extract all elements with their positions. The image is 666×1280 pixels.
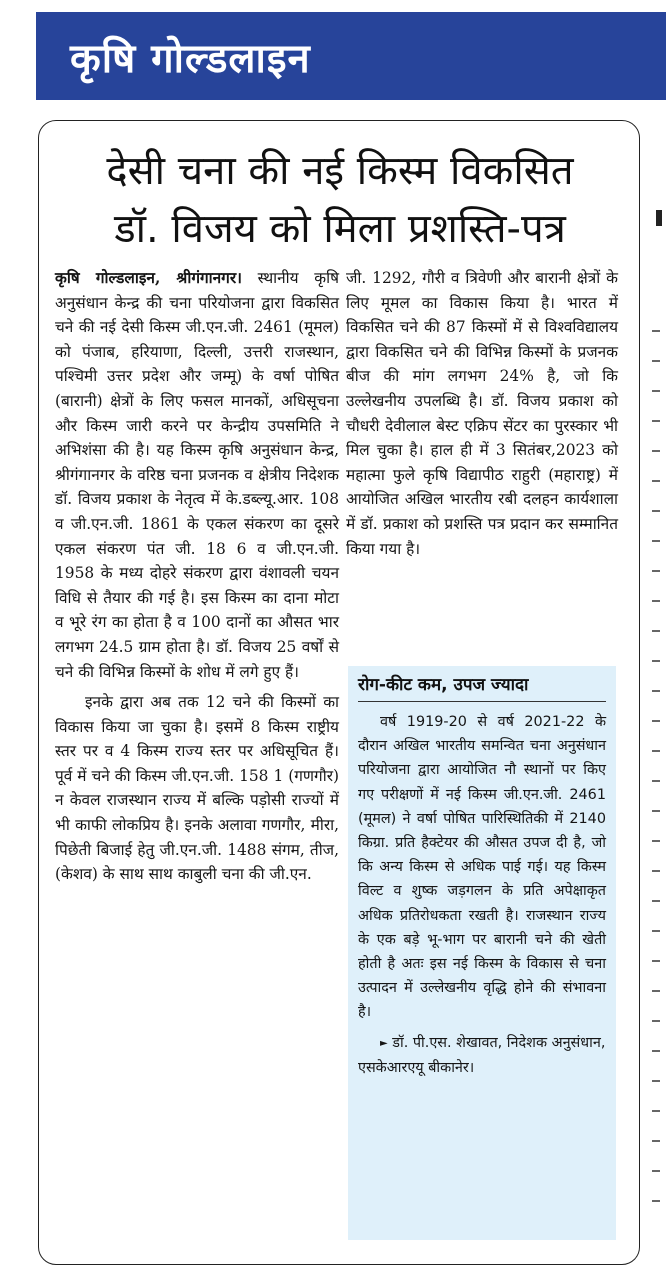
adjacent-column-mark [652,1170,660,1172]
headline-line-1: देसी चना की नई किस्म विकसित [106,148,574,194]
adjacent-column-mark [652,600,660,602]
adjacent-column-mark [652,960,660,962]
sidebar-box [348,666,616,1240]
adjacent-column-mark [652,870,660,872]
adjacent-column-mark [656,210,662,226]
headline [40,142,640,258]
adjacent-column-mark [652,1200,660,1202]
adjacent-column-mark [652,390,660,392]
pointer-icon: ► [380,1037,388,1049]
adjacent-column-edge [648,120,666,1280]
article-paragraph-3: जी. 1292, गौरी व त्रिवेणी और बारानी क्षेत्रों के लिए मूमल का विकास किया है। भारत में विकसित चने की 87 किस्मों में से विश्वविद्यालय द्वारा विकसित चने की विभिन्न किस्मों के प्रजनक बीज की मांग लगभग 24% है, जो कि उल्लेखनीय उपलब्धि है। डॉ. विजय प्रकाश को चौधरी देवीलाल बेस्ट एक्रिप सेंटर का पुरस्कार भी मिल चुका है। हाल ही में 3 सितंबर,2023 को महात्मा फुले कृषि विद्यापीठ राहुरी (महाराष्ट्र) में आयोजित अखिल भारतीय रबी दलहन कार्यशाला में डॉ. प्रकाश को प्रशस्ति पत्र प्रदान कर सम्मानित किया गया है। [346,269,618,558]
adjacent-column-mark [652,660,660,662]
adjacent-column-mark [652,1110,660,1112]
adjacent-column-mark [652,420,660,422]
adjacent-column-mark [652,780,660,782]
article-paragraph-1 [55,266,339,684]
adjacent-column-mark [652,510,660,512]
sidebar-heading: रोग-कीट कम, उपज ज्यादा [358,674,606,702]
adjacent-column-mark [652,1140,660,1142]
article-paragraph-1-text: स्थानीय कृषि अनुसंधान केन्द्र की चना परियोजना द्वारा विकसित चने की नई देसी किस्म जी.एन.जी. 2461 (मूमल) को पंजाब, हरियाणा, दिल्ली, उत्तरी राजस्थान, पश्चिमी उत्तर प्रदेश और जम्मू) के वर्षा पोषित (बारानी) क्षेत्रों के लिए फसल मानकों, अधिसूचना और किस्म जारी करने पर केन्द्रीय उपसमिति ने अभिशंसा की है। यह किस्म कृषि अनुसंधान केन्द्र, श्रीगंगानगर के वरिष्ठ चना प्रजनक व क्षेत्रीय निदेशक डॉ. विजय प्रकाश के नेतृत्व में के.डब्ल्यू.आर. 108 व जी.एन.जी. 1861 के एकल संकरण का दूसरे एकल संकरण पंत जी. 18 6 व जी.एन.जी. 1958 के मध्य दोहरे संकरण द्वारा वंशावली चयन विधि से तैयार की गई है। इस किस्म का दाना मोटा व भूरे रंग का होता है व 100 दानों का औसत भार लगभग 24.5 ग्राम होता है। डॉ. विजय 25 वर्षों से चने की विभिन्न किस्मों के शोध में लगे हुए हैं। [55,269,339,681]
sidebar-byline [358,1031,606,1080]
adjacent-column-mark [652,540,660,542]
adjacent-column-mark [652,810,660,812]
adjacent-column-mark [652,1080,660,1082]
adjacent-column-mark [652,750,660,752]
adjacent-column-mark [652,840,660,842]
adjacent-column-mark [652,720,660,722]
section-title: कृषि गोल्डलाइन [70,35,311,82]
adjacent-column-mark [652,570,660,572]
adjacent-column-mark [652,360,660,362]
article-column-right [346,266,618,561]
adjacent-column-mark [652,330,660,332]
adjacent-column-mark [652,990,660,992]
dateline: कृषि गोल्डलाइन, श्रीगंगानगर। [55,269,242,287]
adjacent-column-mark [652,690,660,692]
adjacent-column-mark [652,480,660,482]
article-paragraph-2: इनके द्वारा अब तक 12 चने की किस्मों का विकास किया जा चुका है। इसमें 8 किस्म राष्ट्रीय स्तर पर व 4 किस्म राज्य स्तर पर अधिसूचित हैं। पूर्व में चने की किस्म जी.एन.जी. 158 1 (गणगौर) न केवल राजस्थान राज्य में बल्कि पड़ोसी राज्यों में भी काफी लोकप्रिय है। इनके अलावा गणगौर, मीरा, पिछेती बिजाई हेतु जी.एन.जी. 1488 संगम, तीज, (केशव) के साथ साथ काबुली चना की जी.एन. [55,693,339,884]
byline-text: डॉ. पी.एस. शेखावत, निदेशक अनुसंधान, एसकेआरएयू बीकानेर। [358,1034,606,1076]
adjacent-column-mark [652,1050,660,1052]
sidebar-body: वर्ष 1919-20 से वर्ष 2021-22 के दौरान अखिल भारतीय समन्वित चना अनुसंधान परियोजना द्वारा आयोजित नौ स्थानों पर किए गए परीक्षणों में नई किस्म जी.एन.जी. 2461 (मूमल) ने वर्षा पोषित पारिस्थितिकी में 2140 किग्रा. प्रति हैक्टेयर की औसत उपज दी है, जो कि अन्य किस्म से अधिक पाई गई। यह किस्म विल्ट व शुष्क जड़गलन के प्रति अपेक्षाकृत अधिक प्रतिरोधकता रखती है। राजस्थान राज्य के एक बड़े भू-भाग पर बारानी चने की खेती होती है अतः इस नई किस्म के विकास से चना उत्पादन में उल्लेखनीय वृद्धि होने की संभावना है। [358,714,606,1021]
article-column-left [55,266,339,887]
masthead-banner [36,12,666,100]
adjacent-column-mark [652,900,660,902]
adjacent-column-mark [652,450,660,452]
adjacent-column-mark [652,1020,660,1022]
headline-line-2: डॉ. विजय को मिला प्रशस्ति-पत्र [114,206,566,252]
adjacent-column-mark [652,630,660,632]
adjacent-column-mark [652,930,660,932]
